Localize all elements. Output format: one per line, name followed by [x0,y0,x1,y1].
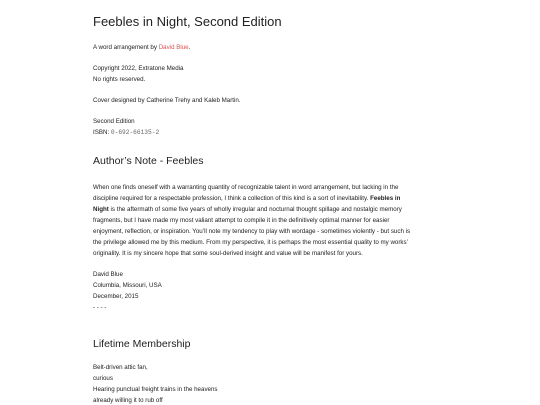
note-line: fragments, but I have made my most valiant attempt to compile it in the definitively optimal manner for easier [93,217,390,224]
note-line: When one finds oneself with a warranting quantity of recognizable talent in word arrangement, but lacking in the [93,184,399,191]
poem-line: curious [93,375,113,382]
poem-line: already willing it to rub off [93,397,163,404]
note-line [93,194,400,205]
poem-line: Belt-driven attic fan, [93,364,148,371]
book-title: Feebles in Night, Second Edition [93,14,282,29]
note-line [93,205,402,216]
copyright-line: Copyright 2022, Extratone Media [93,65,184,72]
note-line: the privilege allowed me by this medium. From my perspective, it is perhaps the most essential quality to my works’ [93,239,408,246]
note-line-text: discipline required for a respectable profession, I think a collection of this kind is a sort of inevitability. [93,195,369,202]
isbn-value: 0-692-66135-2 [110,129,160,136]
edition-line: Second Edition [93,118,135,125]
poem-line: Hearing punctual freight trains in the heavens [93,386,218,393]
poem-heading: Lifetime Membership [93,338,191,350]
byline-prefix: A word arrangement by [93,44,159,51]
signature-place: Columbia, Missouri, USA [93,282,162,289]
signature-name: David Blue [93,271,123,278]
rights-line: No rights reserved. [93,76,146,83]
section-separator: - - - - [93,304,107,311]
feebles-bold-b: Night [93,206,109,213]
byline [93,43,190,54]
isbn-line [93,128,159,139]
feebles-bold-a: Feebles in [370,195,401,202]
author-link[interactable]: David Blue [158,44,189,51]
isbn-label: ISBN: [93,129,111,136]
authors-note-heading: Author’s Note - Feebles [93,155,204,167]
signature-date: December, 2015 [93,293,139,300]
note-line: originality. It is my sincere hope that some soul-derived insight and value will be manifest for yours. [93,250,363,257]
note-line: enjoyment, reflection, or inspiration. You’ll note my tendency to play with wordage - sometimes violently - but such is [93,228,411,235]
byline-suffix: . [188,44,191,51]
note-line-text: is the aftermath of some five years of wholly irregular and nocturnal thought spillage and nostalgic memory [110,206,402,213]
cover-credit: Cover designed by Catherine Trehy and Kaleb Martin. [93,97,241,104]
